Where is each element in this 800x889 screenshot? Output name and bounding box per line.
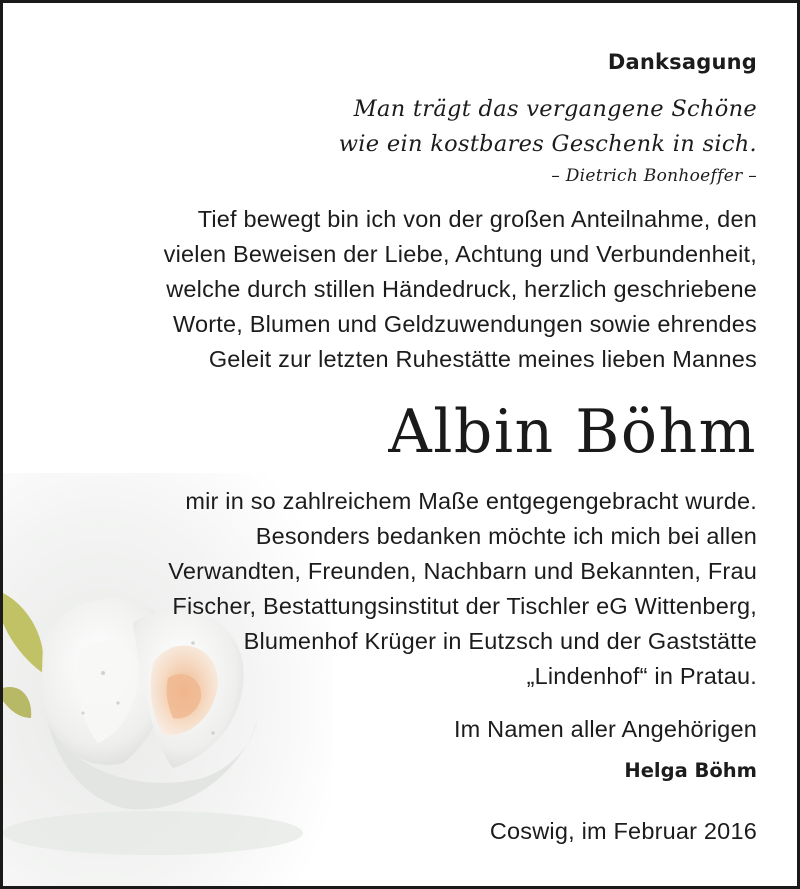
continuation-line: Verwandten, Freunden, Nachbarn und Bekannten, Frau [168, 558, 757, 584]
intro-line: Tief bewegt bin ich von der großen Anteilnahme, den [197, 206, 757, 232]
intro-line: Worte, Blumen und Geldzuwendungen sowie ehrendes [173, 311, 757, 337]
closing-text: Im Namen aller Angehörigen [453, 716, 757, 742]
intro-line: welche durch stillen Händedruck, herzlich geschriebene [166, 276, 757, 302]
continuation-line: Blumenhof Krüger in Eutzsch und der Gaststätte [243, 628, 757, 654]
intro-line: vielen Beweisen der Liebe, Achtung und Verbundenheit, [163, 241, 757, 267]
quote-line: Man trägt das vergangene Schöne [353, 96, 757, 122]
notice-heading: Danksagung [607, 50, 757, 74]
continuation-line: mir in so zahlreichem Maße entgegengebracht wurde. [185, 488, 757, 514]
intro-line: Geleit zur letzten Ruhestätte meines lieben Mannes [208, 346, 757, 372]
continuation-line: Besonders bedanken möchte ich mich bei allen [255, 523, 757, 549]
place-and-date: Coswig, im Februar 2016 [489, 818, 757, 844]
continuation-line: „Lindenhof“ in Pratau. [526, 663, 757, 689]
signer-name: Helga Böhm [624, 759, 757, 782]
notice-text [3, 3, 797, 886]
quote-author: – Dietrich Bonhoeffer – [551, 166, 757, 186]
continuation-line: Fischer, Bestattungsinstitut der Tischler eG Wittenberg, [172, 593, 757, 619]
deceased-name: Albin Böhm [388, 397, 757, 467]
quote-line: wie ein kostbares Geschenk in sich. [338, 131, 757, 157]
